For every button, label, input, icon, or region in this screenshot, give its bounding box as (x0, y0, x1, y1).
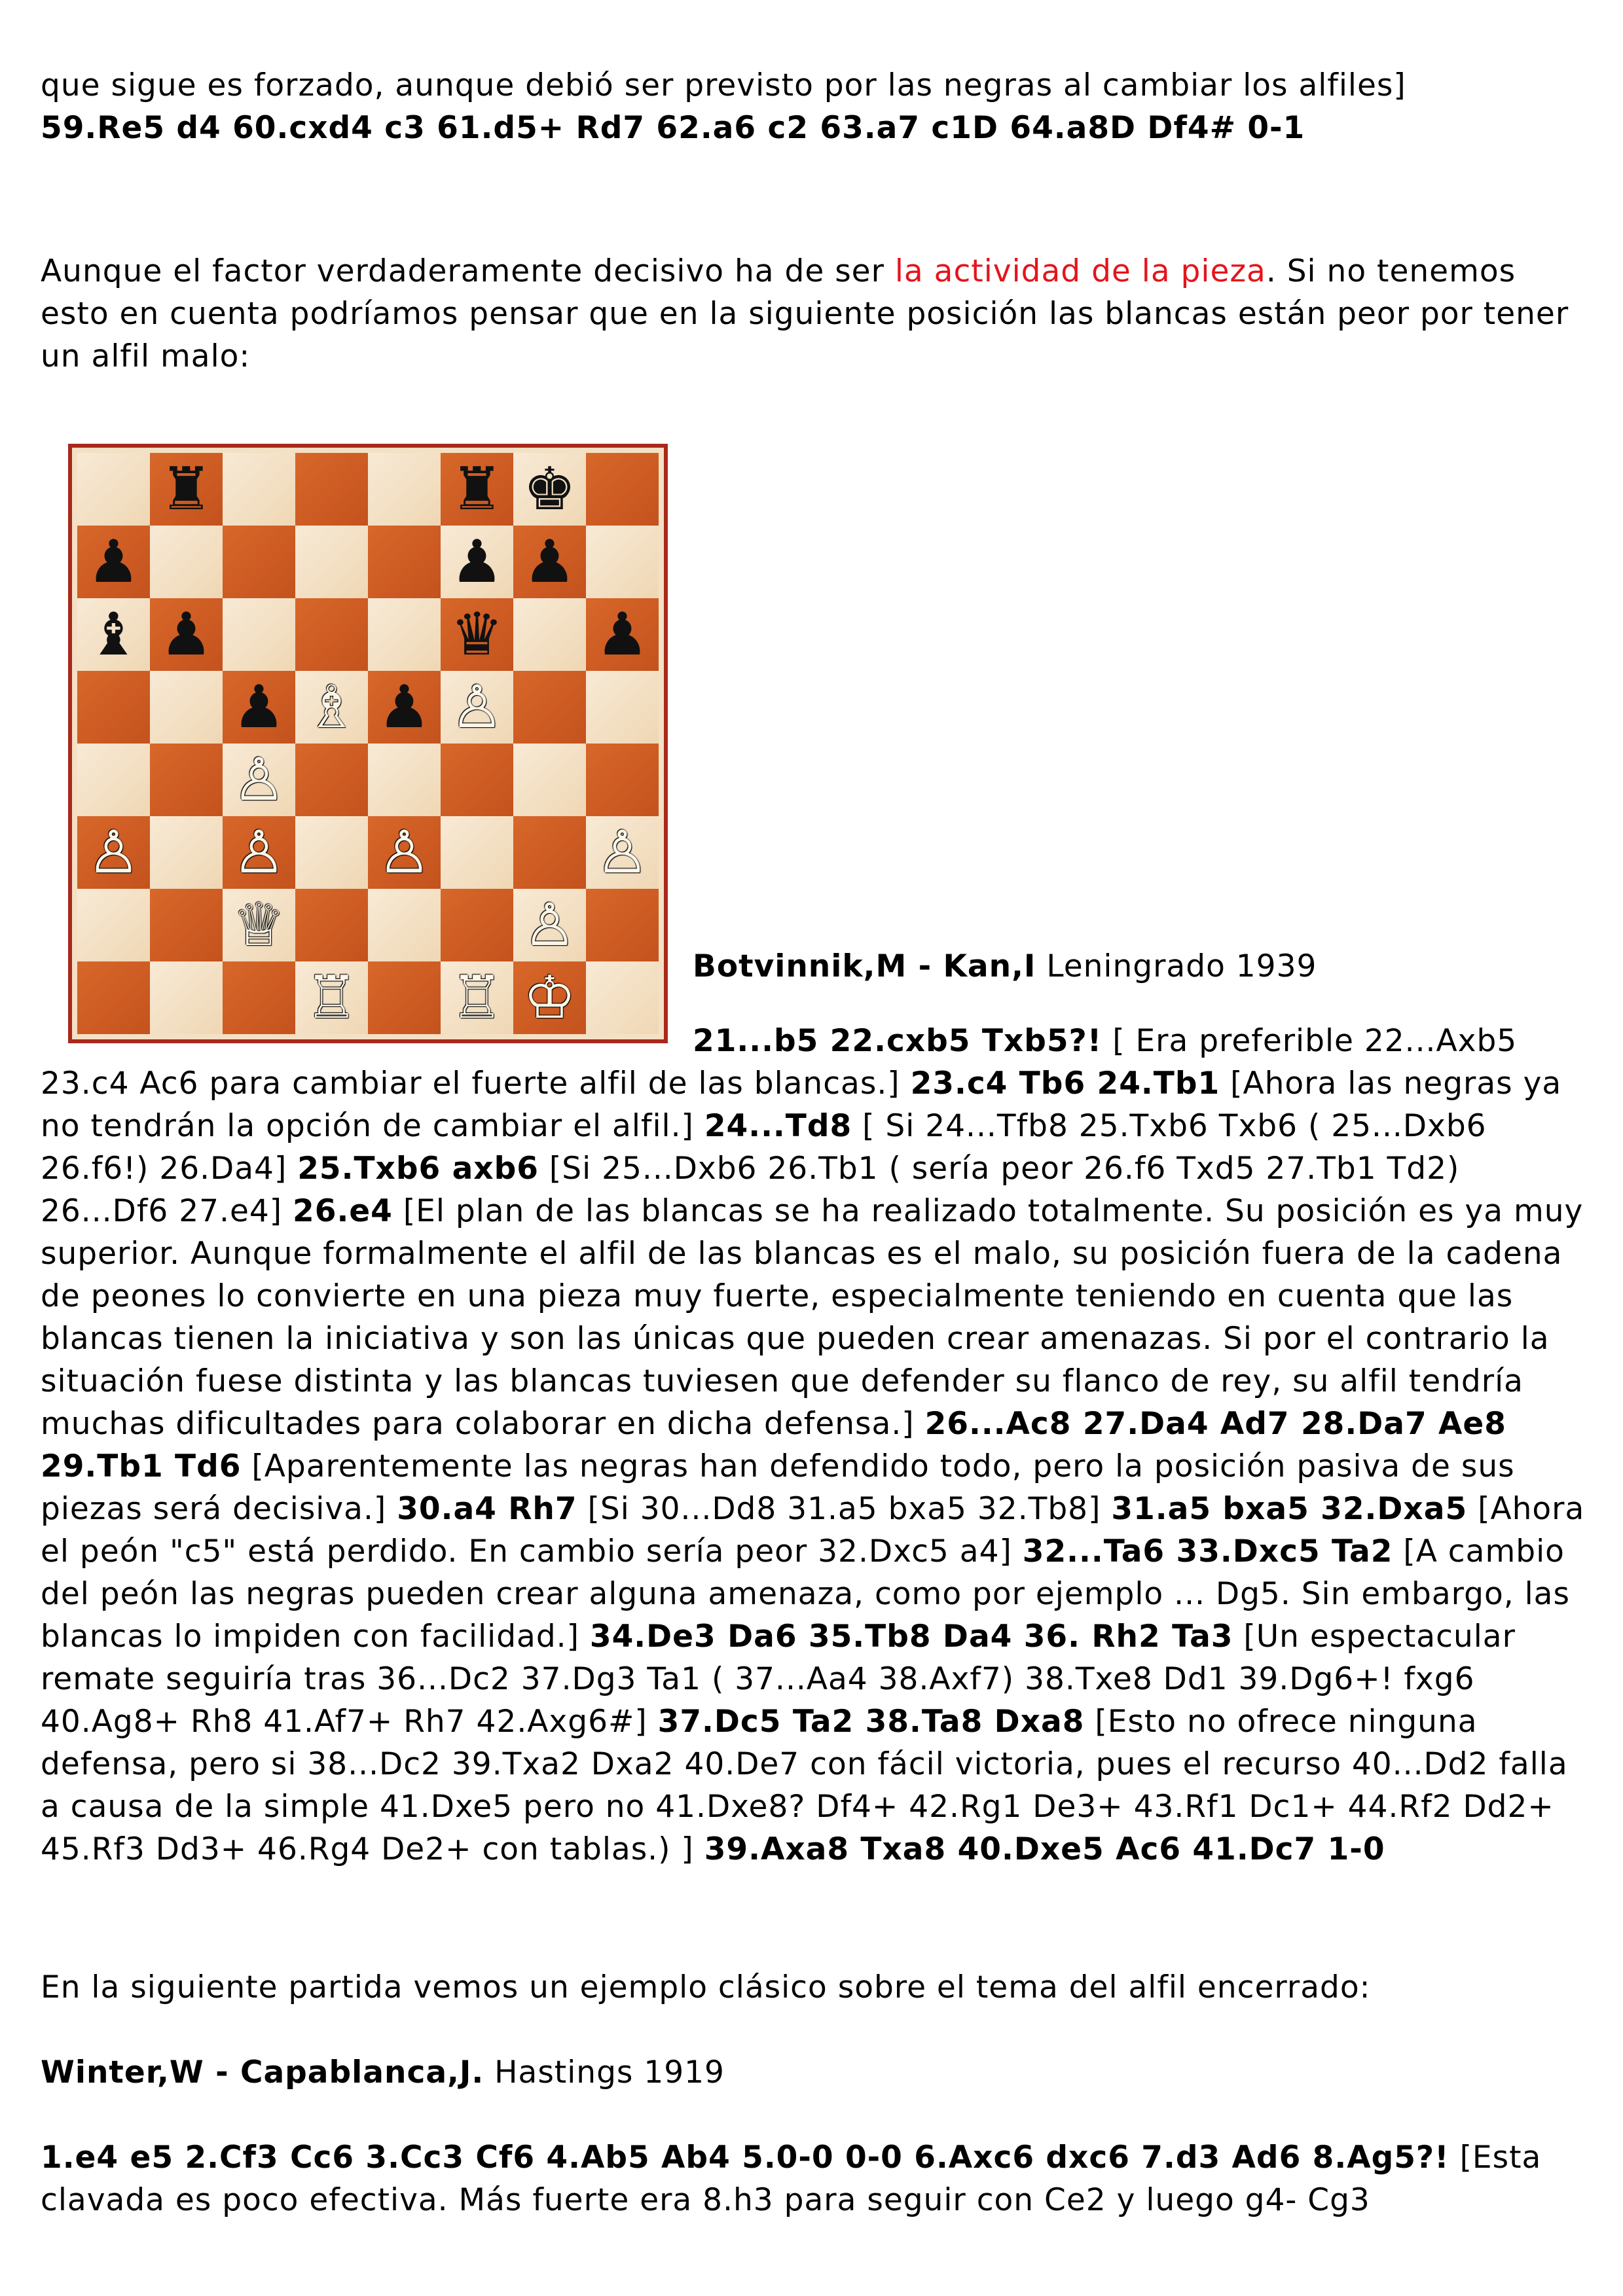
move-comment: [Aparentemente las negras han defendido todo, pero la posición pasiva de sus piezas será decisiva.] (41, 1448, 1515, 1527)
game2-comment: [Esta clavada es poco efectiva. Más fuerte era 8.h3 para seguir con Ce2 y luego g4- Cg3 (41, 2140, 1542, 2218)
game2-moves: 1.e4 e5 2.Cf3 Cc6 3.Cc3 Cf6 4.Ab5 Ab4 5.0-0 0-0 6.Axc6 dxc6 7.d3 Ad6 8.Ag5?! (41, 2140, 1450, 2176)
move-sequence: 34.De3 Da6 35.Tb8 Da4 36. Rh2 Ta3 (589, 1619, 1233, 1655)
board-square (368, 453, 441, 526)
next-intro-text: En la siguiente partida vemos un ejemplo clásico sobre el tema del alfil encerrado: (41, 1969, 1371, 2005)
white-rook-piece: ♖ (305, 963, 358, 1032)
move-comment: [ Si 24...Tfb8 25.Txb6 Txb6 ( 25...Dxb6 26.f6!) 26.Da4] (41, 1108, 1487, 1187)
game-annotation (41, 1020, 1586, 1871)
intro-paragraph (41, 250, 1586, 378)
black-pawn-piece: ♟ (160, 600, 213, 669)
black-bishop-piece: ♝ (87, 600, 140, 669)
comment-line: que sigue es forzado, aunque debió ser previsto por las negras al cambiar los alfiles] (41, 67, 1406, 103)
game2-event: Hastings 1919 (484, 2054, 725, 2090)
black-pawn-piece: ♟ (87, 528, 140, 596)
move-sequence: 25.Txb6 axb6 (297, 1151, 539, 1187)
board-square (295, 526, 368, 598)
black-pawn-piece: ♟ (232, 673, 285, 742)
board-square (513, 598, 586, 671)
board-square (295, 453, 368, 526)
game2-annotation (41, 2136, 1586, 2221)
move-comment: [Ahora las negras ya no tendrán la opción de cambiar el alfil.] (41, 1066, 1562, 1144)
text-spacer (41, 1020, 693, 1062)
black-king-piece: ♚ (523, 455, 576, 524)
move-sequence: 23.c4 Tb6 24.Tb1 (910, 1066, 1220, 1102)
black-pawn-piece: ♟ (523, 528, 576, 596)
white-pawn-piece: ♙ (87, 818, 140, 887)
move-comment: [Si 30...Dd8 31.a5 bxa5 32.Tb8] (577, 1491, 1112, 1527)
board-square (441, 889, 513, 961)
white-pawn-piece: ♙ (378, 818, 431, 887)
board-square (150, 671, 223, 744)
board-square (150, 889, 223, 961)
board-square (513, 671, 586, 744)
game-moves (41, 1023, 1584, 1867)
black-rook-piece: ♜ (450, 455, 503, 524)
board-square (295, 889, 368, 961)
board-square (223, 598, 295, 671)
board-square (513, 744, 586, 816)
board-square (77, 453, 150, 526)
board-square (295, 744, 368, 816)
board-square (513, 816, 586, 889)
moves-line: 59.Re5 d4 60.cxd4 c3 61.d5+ Rd7 62.a6 c2 63.a7 c1D 64.a8D Df4# 0-1 (41, 110, 1305, 146)
move-comment: [Ahora el peón "c5" está perdido. En cambio sería peor 32.Dxc5 a4] (41, 1491, 1585, 1570)
board-square (295, 598, 368, 671)
board-square (441, 744, 513, 816)
intro-text-before: Aunque el factor verdaderamente decisivo ha de ser (41, 253, 895, 289)
board-square (150, 744, 223, 816)
white-pawn-piece: ♙ (523, 891, 576, 960)
board-square (368, 744, 441, 816)
move-comment: [A cambio del peón las negras pueden crear alguna amenaza, como por ejemplo ... Dg5. Sin embargo, las blancas lo impiden con facilidad.] (41, 1534, 1570, 1655)
move-sequence: 26.e4 (293, 1193, 393, 1229)
previous-game-ending (41, 64, 1586, 149)
white-pawn-piece: ♙ (232, 818, 285, 887)
board-square (150, 526, 223, 598)
board-square (150, 816, 223, 889)
white-pawn-piece: ♙ (596, 818, 649, 887)
board-square (368, 526, 441, 598)
move-sequence: 21...b5 22.cxb5 Txb5?! (693, 1023, 1103, 1059)
next-game-intro (41, 1966, 1586, 2009)
board-square (77, 744, 150, 816)
chess-board (77, 453, 659, 1034)
game-header (693, 945, 1317, 988)
move-sequence: 24...Td8 (704, 1108, 852, 1144)
game-players: Botvinnik,M - Kan,I (693, 948, 1036, 984)
game-event: Leningrado 1939 (1036, 948, 1317, 984)
intro-text-after: . Si no tenemos esto en cuenta podríamos pensar que en la siguiente posición las blancas están peor por tener un alfil malo: (41, 253, 1569, 374)
board-square (586, 744, 659, 816)
move-comment: [Un espectacular remate seguiría tras 36...Dc2 37.Dg3 Ta1 ( 37...Aa4 38.Axf7) 38.Txe8 Dd1 39.Dg6+! fxg6 40.Ag8+ Rh8 41.Af7+ Rh7 42.Axg6#] (41, 1619, 1516, 1740)
intro-highlight: la actividad de la pieza (894, 253, 1266, 289)
board-square (77, 671, 150, 744)
black-pawn-piece: ♟ (596, 600, 649, 669)
black-pawn-piece: ♟ (378, 673, 431, 742)
black-rook-piece: ♜ (160, 455, 213, 524)
move-comment: [El plan de las blancas se ha realizado totalmente. Su posición es ya muy superior. Aunque formalmente el alfil de las blancas es el malo, su posición fuera de la cadena de peones lo convierte en una pieza muy fuerte, especialmente teniendo en cuenta que las blancas tienen la iniciativa y son las únicas que pueden crear amenazas. Si por el contrario la situación fuese distinta y las blancas tuviesen que defender su flanco de rey, su alfil tendría muchas dificultades para colaborar en dicha defensa.] (41, 1193, 1584, 1442)
black-queen-piece: ♛ (450, 600, 503, 669)
white-queen-piece: ♕ (232, 891, 285, 960)
board-square (223, 453, 295, 526)
move-sequence: 32...Ta6 33.Dxc5 Ta2 (1022, 1534, 1393, 1570)
move-comment: [Si 25...Dxb6 26.Tb1 ( sería peor 26.f6 Txd5 27.Tb1 Td2) 26...Df6 27.e4] (41, 1151, 1460, 1229)
white-bishop-piece: ♗ (305, 673, 358, 742)
game2-header (41, 2051, 1586, 2094)
white-pawn-piece: ♙ (232, 745, 285, 814)
game2-players: Winter,W - Capablanca,J. (41, 2054, 484, 2090)
board-square (295, 816, 368, 889)
white-king-piece: ♔ (523, 963, 576, 1032)
board-square (368, 598, 441, 671)
board-square (586, 671, 659, 744)
move-sequence: 37.Dc5 Ta2 38.Ta8 Dxa8 (657, 1704, 1085, 1740)
move-sequence: 39.Axa8 Txa8 40.Dxe5 Ac6 41.Dc7 1-0 (704, 1831, 1385, 1867)
board-square (223, 526, 295, 598)
move-sequence: 31.a5 bxa5 32.Dxa5 (1111, 1491, 1468, 1527)
white-rook-piece: ♖ (450, 963, 503, 1032)
chess-diagram (68, 444, 668, 1043)
white-pawn-piece: ♙ (450, 673, 503, 742)
board-square (586, 526, 659, 598)
black-pawn-piece: ♟ (450, 528, 503, 596)
board-square (586, 453, 659, 526)
board-square (586, 889, 659, 961)
move-comment: [Esto no ofrece ninguna defensa, pero si 38...Dc2 39.Txa2 Dxa2 40.De7 con fácil victoria, pues el recurso 40...Dd2 falla a causa de la simple 41.Dxe5 pero no 41.Dxe8? Df4+ 42.Rg1 De3+ 43.Rf1 Dc1+ 44.Rf2 Dd2+ 45.Rf3 Dd3+ 46.Rg4 De2+ con tablas.) ] (41, 1704, 1568, 1867)
board-square (441, 816, 513, 889)
move-sequence: 26...Ac8 27.Da4 Ad7 28.Da7 Ae8 29.Tb1 Td6 (41, 1406, 1506, 1484)
move-sequence: 30.a4 Rh7 (397, 1491, 577, 1527)
board-square (77, 889, 150, 961)
board-square (368, 889, 441, 961)
move-comment: [ Era preferible 22...Axb5 23.c4 Ac6 para cambiar el fuerte alfil de las blancas.] (41, 1023, 1518, 1102)
